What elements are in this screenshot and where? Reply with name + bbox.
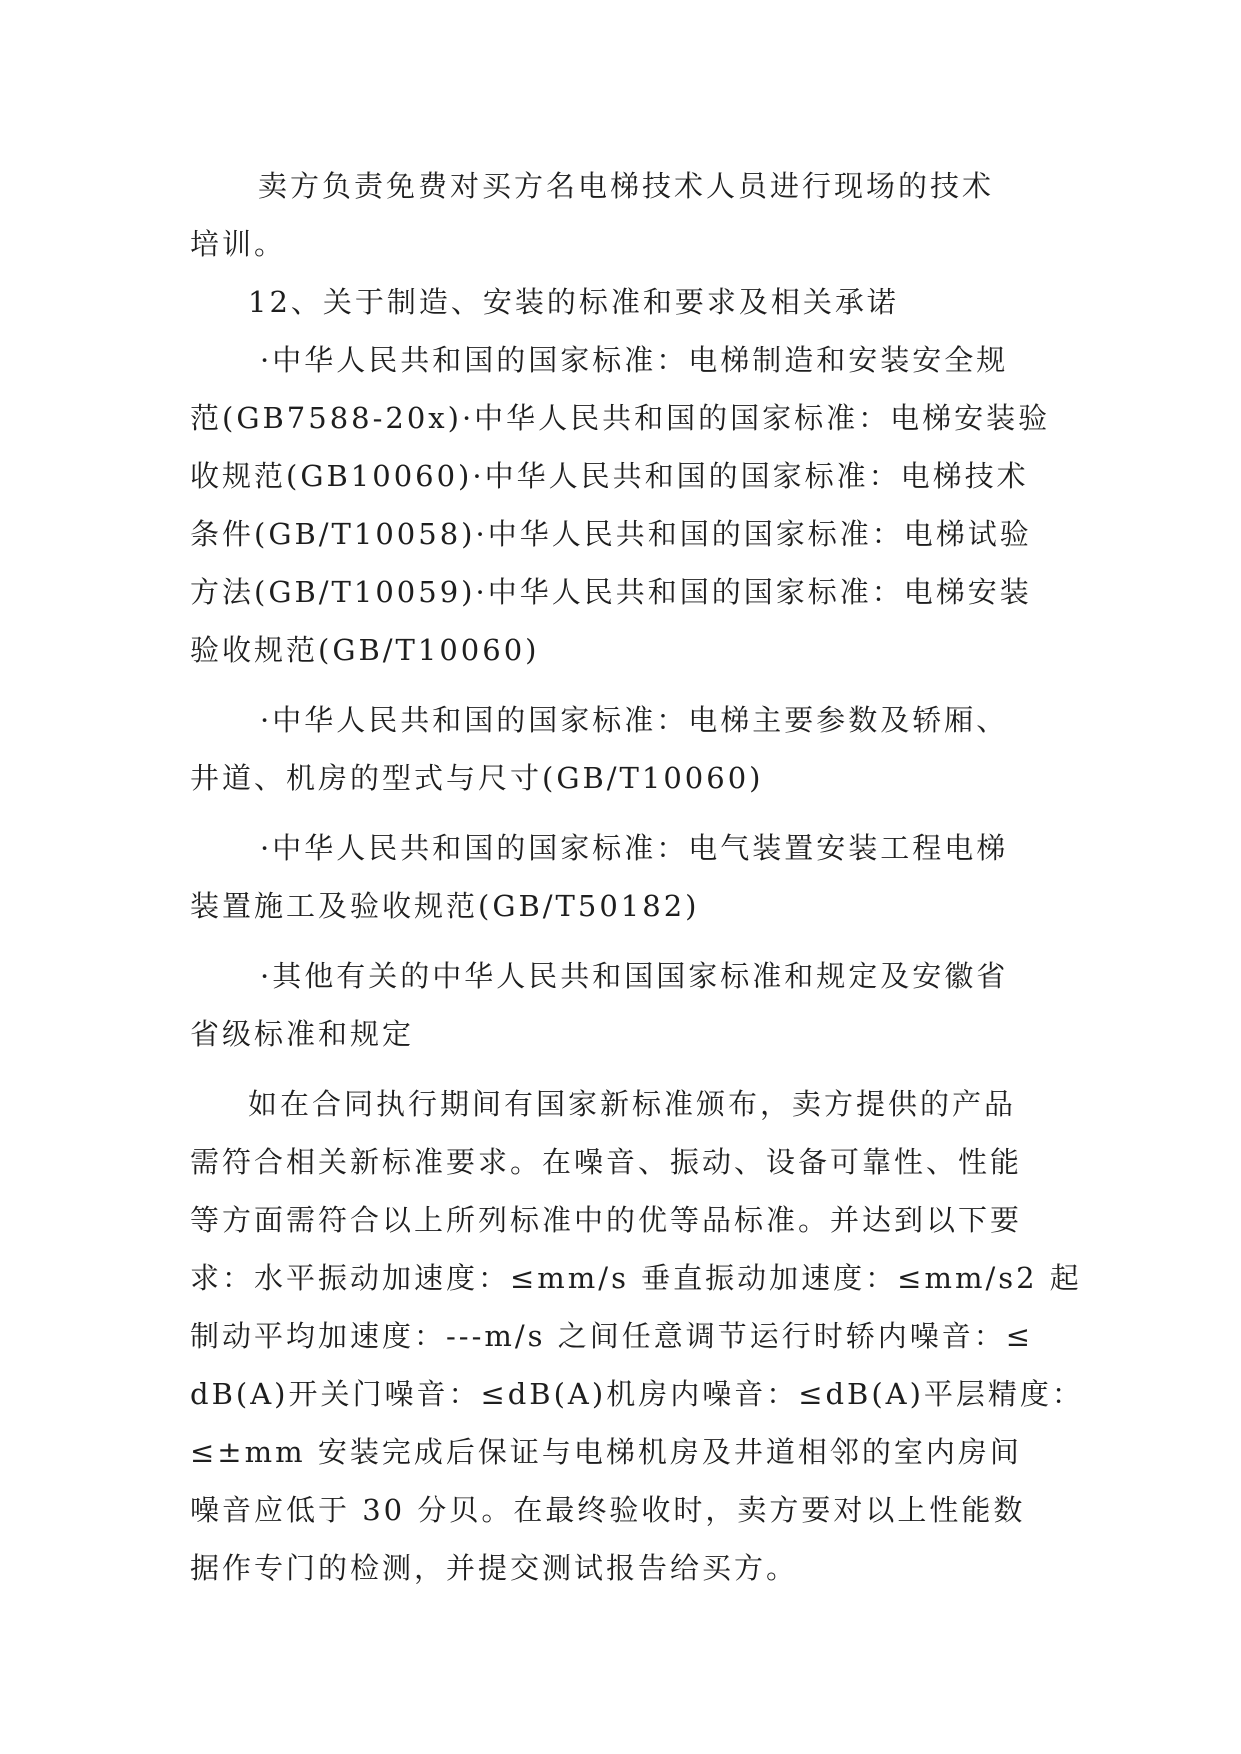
text-line: ·其他有关的中华人民共和国国家标准和规定及安徽省 bbox=[260, 959, 1009, 993]
section-heading-12 bbox=[190, 273, 1060, 331]
text-line: dB(A)开关门噪音：≤dB(A)机房内噪音：≤dB(A)平层精度： bbox=[190, 1377, 1084, 1411]
training-paragraph bbox=[190, 157, 1060, 273]
text-line: 装置施工及验收规范(GB/T50182) bbox=[190, 889, 700, 923]
standards-bullet-dimensions bbox=[190, 691, 1060, 807]
text-line: 求：水平振动加速度：≤mm/s 垂直振动加速度：≤mm/s2 起 bbox=[190, 1261, 1082, 1295]
text-line: 范(GB7588-20x)·中华人民共和国的国家标准：电梯安装验 bbox=[190, 401, 1051, 435]
text-line: 如在合同执行期间有国家新标准颁布，卖方提供的产品 bbox=[248, 1087, 1017, 1121]
standards-bullet-group bbox=[190, 331, 1060, 679]
section-heading: 12、关于制造、安装的标准和要求及相关承诺 bbox=[248, 285, 899, 319]
text-line: 验收规范(GB/T10060) bbox=[190, 633, 540, 667]
text-line: 卖方负责免费对买方名电梯技术人员进行现场的技术 bbox=[258, 169, 995, 203]
text-line: 据作专门的检测，并提交测试报告给买方。 bbox=[190, 1551, 799, 1585]
text-line: 方法(GB/T10059)·中华人民共和国的国家标准：电梯安装 bbox=[190, 575, 1032, 609]
text-line: 等方面需符合以上所列标准中的优等品标准。并达到以下要 bbox=[190, 1203, 1023, 1237]
text-line: ≤±mm 安装完成后保证与电梯机房及井道相邻的室内房间 bbox=[190, 1435, 1022, 1469]
text-line: 需符合相关新标准要求。在噪音、振动、设备可靠性、性能 bbox=[190, 1145, 1023, 1179]
text-line: ·中华人民共和国的国家标准：电梯制造和安装安全规 bbox=[260, 343, 1009, 377]
text-line: 培训。 bbox=[190, 227, 287, 261]
requirements-paragraph bbox=[190, 1075, 1084, 1597]
standards-bullet-other bbox=[190, 947, 1060, 1063]
text-line: 制动平均加速度：---m/s 之间任意调节运行时轿内噪音：≤ bbox=[190, 1319, 1034, 1353]
text-line: ·中华人民共和国的国家标准：电气装置安装工程电梯 bbox=[260, 831, 1009, 865]
text-line: ·中华人民共和国的国家标准：电梯主要参数及轿厢、 bbox=[260, 703, 1009, 737]
text-line: 省级标准和规定 bbox=[190, 1017, 415, 1051]
text-line: 井道、机房的型式与尺寸(GB/T10060) bbox=[190, 761, 764, 795]
document-body bbox=[190, 157, 1084, 1597]
standards-bullet-electrical bbox=[190, 819, 1060, 935]
text-line: 条件(GB/T10058)·中华人民共和国的国家标准：电梯试验 bbox=[190, 517, 1032, 551]
text-line: 噪音应低于 30 分贝。在最终验收时，卖方要对以上性能数 bbox=[190, 1493, 1026, 1527]
text-line: 收规范(GB10060)·中华人民共和国的国家标准：电梯技术 bbox=[190, 459, 1029, 493]
